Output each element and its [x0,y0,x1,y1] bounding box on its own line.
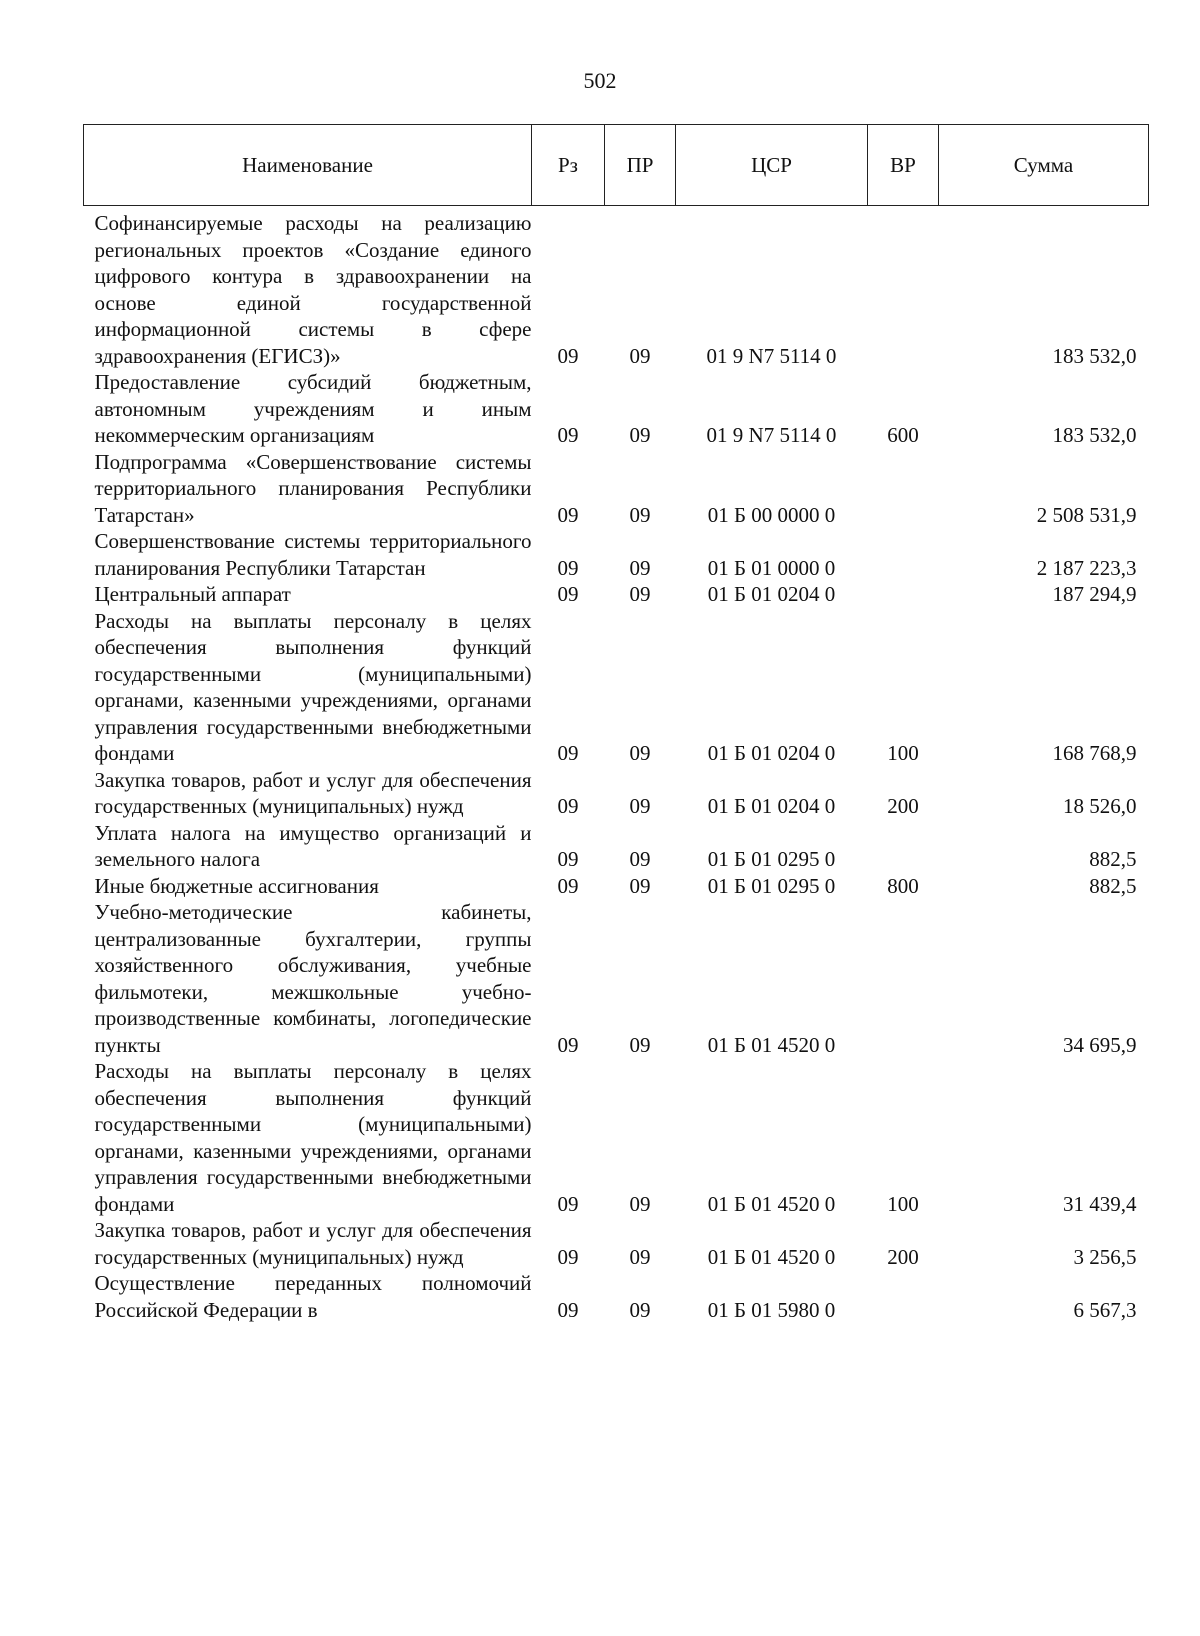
row-vr: 200 [887,1244,919,1269]
row-rz: 09 [557,1297,579,1322]
header-csr: ЦСР [676,125,868,206]
row-sum: 183 532,0 [1052,343,1137,368]
table-row [84,528,1149,581]
row-sum: 6 567,3 [1073,1297,1137,1322]
row-sum: 34 695,9 [1063,1032,1137,1057]
row-rz: 09 [557,794,579,818]
header-sum: Сумма [939,125,1149,206]
row-name: Учебно-методические кабинеты, централизованные бухгалтерии, группы хозяйственного обслуживания, учебные фильмотеки, межшкольные учебно-производственные комбинаты, логопедические пункты [94,900,532,1057]
table-row [84,608,1149,767]
row-csr: 01 9 N7 5114 0 [706,343,837,368]
row-rz: 09 [557,847,579,871]
row-rz: 09 [557,502,579,527]
row-name: Осуществление переданных полномочий Российской Федерации в [94,1271,532,1322]
row-vr: 100 [887,1191,919,1216]
row-vr [868,206,939,370]
row-sum: 2 187 223,3 [1036,555,1137,580]
row-name: Совершенствование системы территориального планирования Республики Татарстан [94,529,532,580]
table-row [84,369,1149,449]
row-csr: 01 Б 01 4520 0 [707,1032,836,1057]
table-row [84,1058,1149,1217]
row-vr: 100 [887,741,919,765]
row-vr [868,528,939,581]
row-name: Уплата налога на имущество организаций и земельного налога [94,820,532,871]
table-row [84,581,1149,608]
row-csr: 01 Б 01 0204 0 [707,741,836,765]
row-sum: 187 294,9 [1052,582,1137,606]
row-vr [868,449,939,529]
table-row [84,873,1149,900]
table-row [84,206,1149,370]
row-pr: 09 [629,1297,651,1322]
row-csr: 01 Б 01 4520 0 [707,1244,836,1269]
row-pr: 09 [629,555,651,580]
row-csr: 01 Б 01 4520 0 [707,1191,836,1216]
row-name: Подпрограмма «Совершенствование системы территориального планирования Республики Татарстан» [94,449,532,527]
row-vr [868,820,939,873]
row-csr: 01 Б 01 0295 0 [707,873,836,898]
table-body [84,206,1149,1324]
row-sum: 882,5 [1089,873,1137,898]
row-sum: 31 439,4 [1063,1191,1137,1216]
table-row [84,1217,1149,1270]
row-name: Закупка товаров, работ и услуг для обеспечения государственных (муниципальных) нужд [94,767,532,818]
row-name: Центральный аппарат [94,582,291,606]
row-csr: 01 9 N7 5114 0 [706,423,837,447]
row-pr: 09 [629,873,651,898]
row-vr [868,581,939,608]
row-sum: 882,5 [1089,847,1137,871]
budget-table [83,124,1149,1323]
row-csr: 01 Б 01 0204 0 [707,794,836,818]
row-rz: 09 [557,423,579,447]
row-pr: 09 [629,423,651,447]
row-sum: 18 526,0 [1063,794,1137,818]
row-rz: 09 [557,343,579,368]
row-sum: 168 768,9 [1052,741,1137,765]
row-rz: 09 [557,1191,579,1216]
row-pr: 09 [629,343,651,368]
row-vr: 600 [887,423,919,447]
row-pr: 09 [629,741,651,765]
row-name: Софинансируемые расходы на реализацию региональных проектов «Создание единого цифрового контура в здравоохранении на основе единой государственной информационной системы в сфере здравоохранения (ЕГИСЗ)» [94,211,532,368]
row-rz: 09 [557,741,579,765]
header-vr: ВР [868,125,939,206]
row-name: Закупка товаров, работ и услуг для обеспечения государственных (муниципальных) нужд [94,1218,532,1269]
row-pr: 09 [629,847,651,871]
row-pr: 09 [629,582,651,606]
table-row [84,820,1149,873]
row-rz: 09 [557,582,579,606]
row-csr: 01 Б 01 0295 0 [707,847,836,871]
header-rz: Рз [532,125,605,206]
row-vr [868,1270,939,1323]
row-rz: 09 [557,555,579,580]
row-sum: 3 256,5 [1073,1244,1137,1269]
row-csr: 01 Б 01 5980 0 [707,1297,836,1322]
row-pr: 09 [629,1032,651,1057]
row-rz: 09 [557,1032,579,1057]
row-pr: 09 [629,794,651,818]
table-row [84,449,1149,529]
row-name: Предоставление субсидий бюджетным, автономным учреждениям и иным некоммерческим организациям [94,370,532,447]
row-vr: 800 [887,873,919,898]
row-name: Иные бюджетные ассигнования [94,873,379,898]
row-pr: 09 [629,1244,651,1269]
table-row [84,1270,1149,1323]
table-row [84,767,1149,820]
row-name: Расходы на выплаты персоналу в целях обеспечения выполнения функций государственными (муниципальными) органами, казенными учреждениями, органами управления государственными внебюджетными фондами [94,1059,532,1216]
row-vr: 200 [887,794,919,818]
row-sum: 2 508 531,9 [1036,502,1137,527]
row-pr: 09 [629,1191,651,1216]
row-rz: 09 [557,873,579,898]
page-number: 502 [583,68,617,93]
row-rz: 09 [557,1244,579,1269]
table-row [84,899,1149,1058]
row-name: Расходы на выплаты персоналу в целях обеспечения выполнения функций государственными (муниципальными) органами, казенными учреждениями, органами управления государственными внебюджетными фондами [94,608,532,765]
row-csr: 01 Б 01 0000 0 [707,555,836,580]
row-csr: 01 Б 00 0000 0 [707,502,836,527]
row-csr: 01 Б 01 0204 0 [707,582,836,606]
row-vr [868,899,939,1058]
table-header [84,125,1149,206]
header-pr: ПР [605,125,676,206]
row-sum: 183 532,0 [1052,423,1137,447]
header-name: Наименование [84,125,532,206]
row-pr: 09 [629,502,651,527]
